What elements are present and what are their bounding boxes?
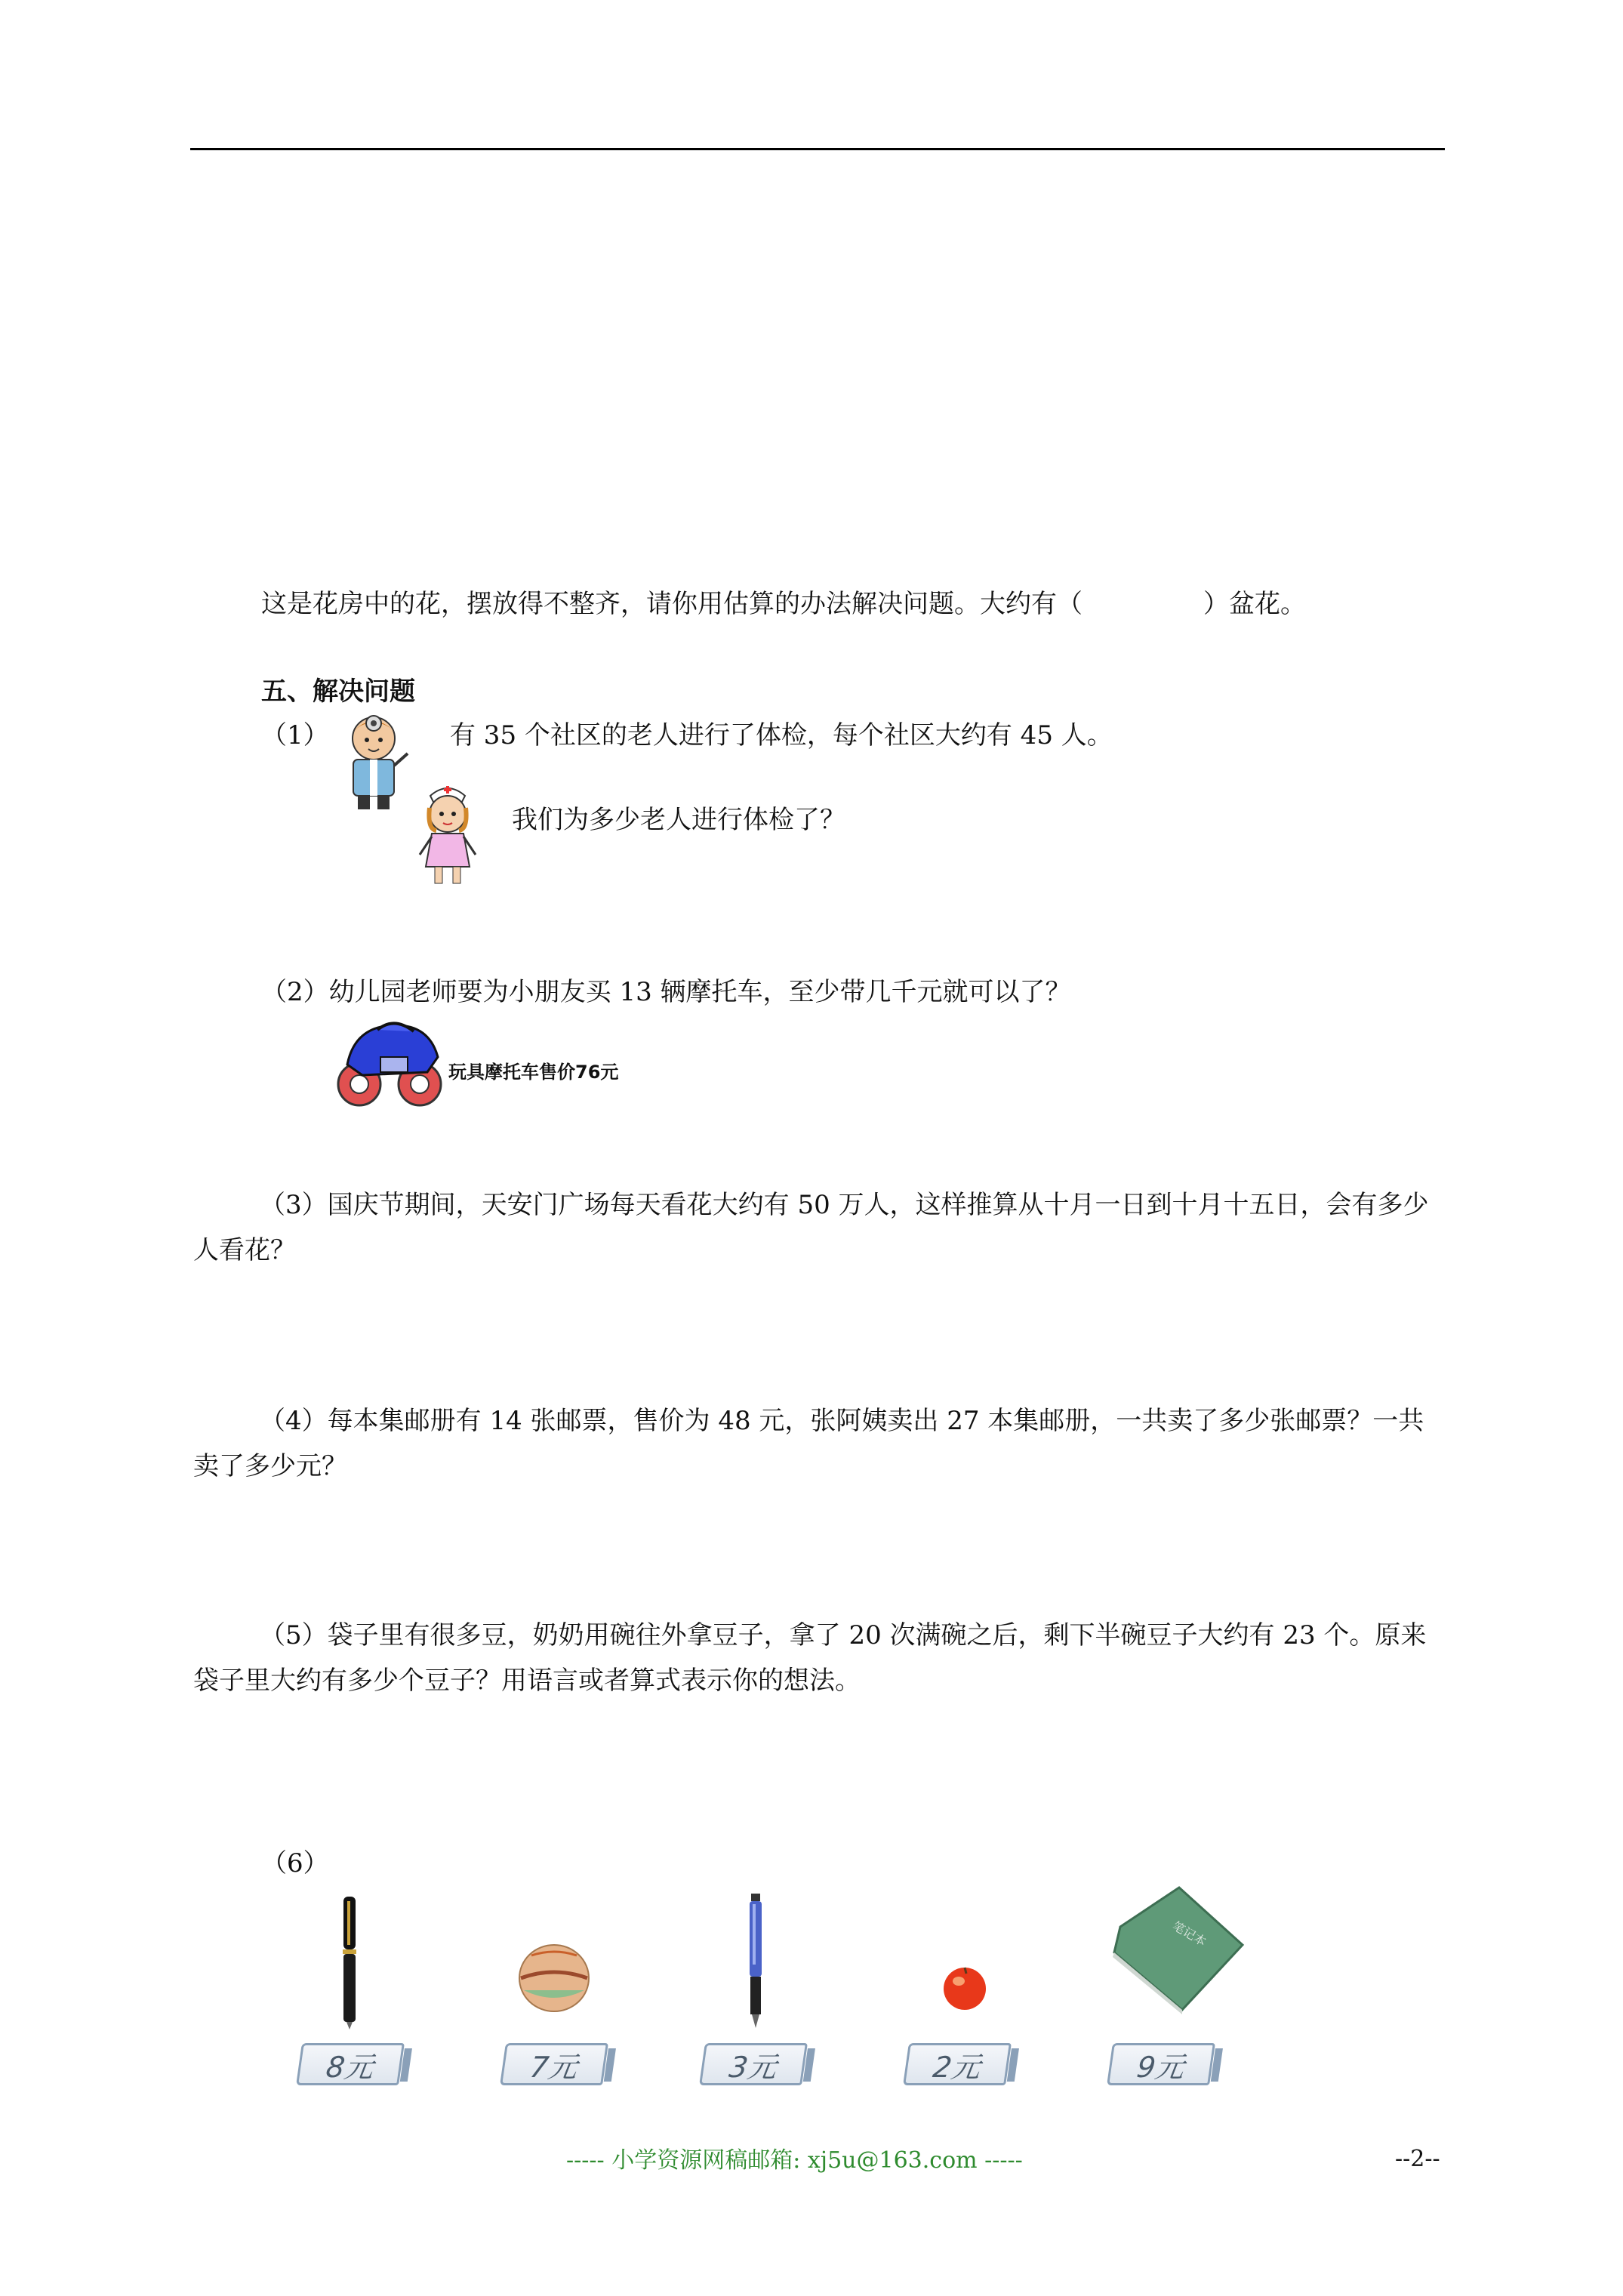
q4-text: （4）每本集邮册有 14 张邮票，售价为 48 元，张阿姨卖出 27 本集邮册，一共卖了多少张邮票？一共卖了多少元？ xyxy=(193,1406,1424,1481)
price-tag-apple: 2元 xyxy=(903,2043,1012,2085)
page-number: --2-- xyxy=(1395,2146,1440,2172)
flowers-question-end: ）盆花。 xyxy=(1203,589,1306,619)
q5-text: （5）袋子里有很多豆，奶奶用碗往外拿豆子，拿了 20 次满碗之后，剩下半碗豆子大约有 23 个。原来袋子里大约有多少个豆子？用语言或者算式表示你的想法。 xyxy=(193,1620,1427,1696)
motorcycle-price-label: 玩具摩托车售价76元 xyxy=(448,1062,619,1083)
doctor-illustration xyxy=(332,710,415,815)
notebook-icon xyxy=(1107,1885,1250,2014)
nurse-illustration xyxy=(406,776,489,889)
price-tag-ball: 7元 xyxy=(500,2043,608,2085)
flowers-question-text: 这是花房中的花，摆放得不整齐，请你用估算的办法解决问题。大约有（ xyxy=(261,589,1083,619)
header-rule xyxy=(190,148,1445,150)
price-tag-notebook: 9元 xyxy=(1107,2043,1215,2085)
flowers-question xyxy=(261,589,1306,619)
q2-text: （2）幼儿园老师要为小朋友买 13 辆摩托车，至少带几千元就可以了？ xyxy=(261,977,1071,1007)
motorcycle-illustration xyxy=(332,1012,445,1111)
q1-question: 我们为多少老人进行体检了？ xyxy=(512,805,845,835)
q3-text: （3）国庆节期间，天安门广场每天看花大约有 50 万人，这样推算从十月一日到十月十五日，会有多少人看花？ xyxy=(193,1190,1429,1265)
fountain-pen-icon xyxy=(338,1894,361,2029)
q1-number: （1） xyxy=(261,720,329,750)
notebook-cover-text: 笔记本 xyxy=(1170,1918,1209,1949)
price-tag-ballpoint-pen: 3元 xyxy=(699,2043,808,2085)
ball-icon xyxy=(516,1942,592,2014)
q6-number: （6） xyxy=(261,1848,329,1878)
section-title: 五、解决问题 xyxy=(261,676,415,707)
price-tag-fountain-pen: 8元 xyxy=(296,2043,405,2085)
q1-text: 有 35 个社区的老人进行了体检，每个社区大约有 45 人。 xyxy=(450,720,1113,750)
ballpoint-pen-icon xyxy=(744,1894,767,2029)
apple-icon xyxy=(941,1962,989,2011)
footer-text: ----- 小学资源网稿邮箱: xj5u@163.com ----- xyxy=(566,2147,1023,2174)
